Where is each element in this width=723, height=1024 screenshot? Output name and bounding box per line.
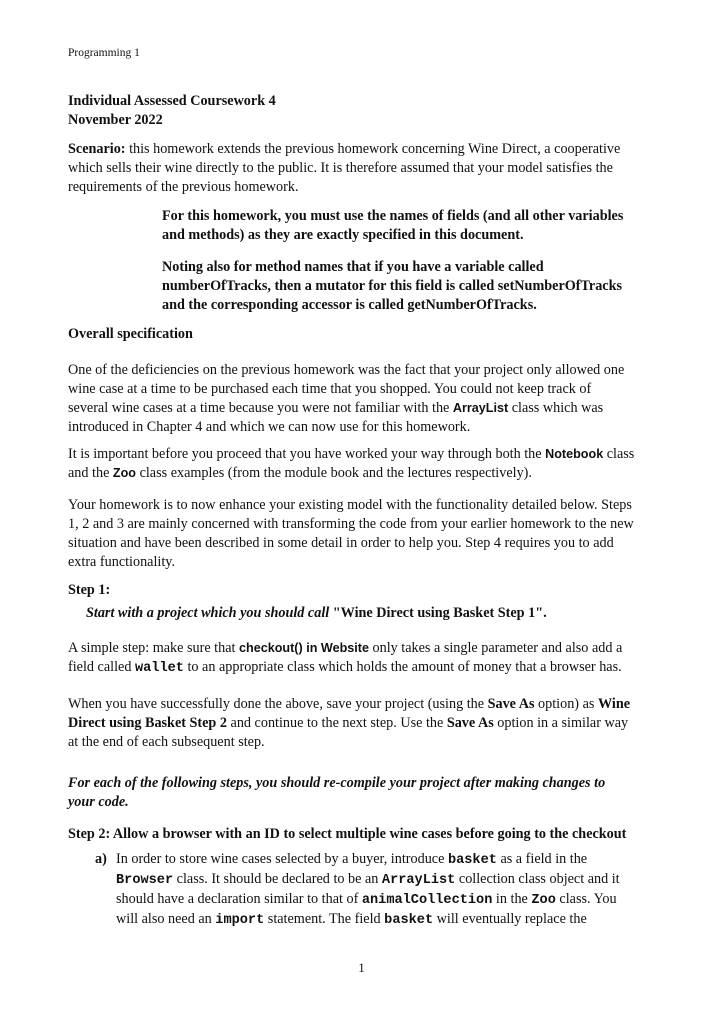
text: For each of the following steps, you should re-compile your project after making changes to [68,775,606,791]
recompile-note [68,774,658,812]
text: A simple step: make sure that [68,640,240,656]
text: option in a similar way [493,715,629,731]
text: and methods) as they are exactly specified in this document. [162,227,524,243]
code-zoo: Zoo [531,893,556,908]
text: situation and have been described in some detail in order to help you. Step 4 requires you to add [68,535,614,551]
overall-heading: Overall specification [68,326,193,342]
text: One of the deficiencies on the previous homework was the fact that your project only allowed one [68,362,625,378]
text: should have a declaration similar to that of [116,891,362,907]
text: extra functionality. [68,554,176,570]
page-number: 1 [358,960,365,975]
text: several wine cases at a time because you were not familiar with the [68,400,453,416]
project-name-step1: "Wine Direct using Basket Step 1". [332,605,547,621]
text: will also need an [116,911,216,927]
code-checkout: checkout() [239,641,303,655]
text: Noting also for method names that if you have a variable called [162,259,544,275]
text: in [302,641,321,655]
document-title [68,92,658,130]
code-basket: basket [384,913,434,928]
text: In order to store wine cases selected by a buyer, introduce [116,851,448,867]
code-zoo: Zoo [112,466,137,480]
text: as a field in the [496,851,588,867]
code-notebook: Notebook [545,447,604,461]
text: statement. The field [264,911,385,927]
text: Start with a project which you should call [86,605,333,621]
scenario-label: Scenario: [68,141,126,157]
step1-paragraph-2 [68,695,658,752]
text: your code. [68,794,129,810]
text: in the [492,891,532,907]
code-arraylist: ArrayList [381,873,456,888]
text: requirements of the previous homework. [68,179,299,195]
text: and continue to the next step. Use the [226,715,447,731]
text: option) as [534,696,598,712]
text: class which was [508,400,604,416]
text: and the [68,465,113,481]
text: When you have successfully done the above, save your project (using the [68,696,488,712]
text: at the end of each subsequent step. [68,734,265,750]
notice-method-names [162,258,662,315]
title-line: Individual Assessed Coursework 4 [68,93,276,109]
text: For this homework, you must use the names of fields (and all other variables [162,208,624,224]
text: class examples (from the module book and the lectures respectively). [136,465,532,481]
code-wallet: wallet [134,661,184,676]
text: this homework extends the previous homework concerning Wine Direct, a cooperative [125,141,621,157]
code-import: import [215,913,265,928]
text: field called [68,659,135,675]
text: to an appropriate class which holds the amount of money that a browser has. [183,659,622,675]
text: which sells their wine directly to the public. It is therefore assumed that your model satisfies the [68,160,613,176]
running-header: Programming 1 [68,47,140,59]
code-website: Website [320,641,369,655]
code-arraylist: ArrayList [452,401,509,415]
overall-paragraph-1 [68,361,658,437]
code-animalcollection: animalCollection [361,893,493,908]
step1-heading: Step 1: [68,582,111,598]
text: wine case at a time to be purchased each time that you shopped. You could not keep track of [68,381,592,397]
save-as-term: Save As [487,696,535,712]
text: class. It should be declared to be an [173,871,382,887]
step1-start-instruction [86,604,547,623]
step2-heading: Step 2: Allow a browser with an ID to select multiple wine cases before going to the checkout [68,826,627,842]
text: collection class object and it [455,871,620,887]
text: 1, 2 and 3 are mainly concerned with transforming the code from your earlier homework to the new [68,516,634,532]
step1-paragraph-1 [68,639,658,678]
item-a-label: a) [95,851,107,867]
project-name-step2: Direct using Basket Step 2 [68,715,227,731]
text: only takes a single parameter and also add a [368,640,623,656]
code-basket: basket [447,853,497,868]
step2-item-a [116,850,661,930]
text: introduced in Chapter 4 and which we can now use for this homework. [68,419,471,435]
overall-paragraph-3 [68,496,658,572]
text: It is important before you proceed that you have worked your way through both the [68,446,546,462]
text: Your homework is to now enhance your existing model with the functionality detailed below. Steps [68,497,632,513]
save-as-term: Save As [446,715,494,731]
code-browser: Browser [116,873,174,888]
notice-exact-names [162,207,662,245]
text: class [603,446,635,462]
date-line: November 2022 [68,112,163,128]
text: class. You [555,891,617,907]
overall-paragraph-2 [68,445,658,483]
text: will eventually replace the [433,911,587,927]
scenario-paragraph [68,140,658,197]
text: and the corresponding accessor is called getNumberOfTracks. [162,297,537,313]
text: numberOfTracks, then a mutator for this field is called setNumberOfTracks [162,278,623,294]
text: Wine [597,696,631,712]
